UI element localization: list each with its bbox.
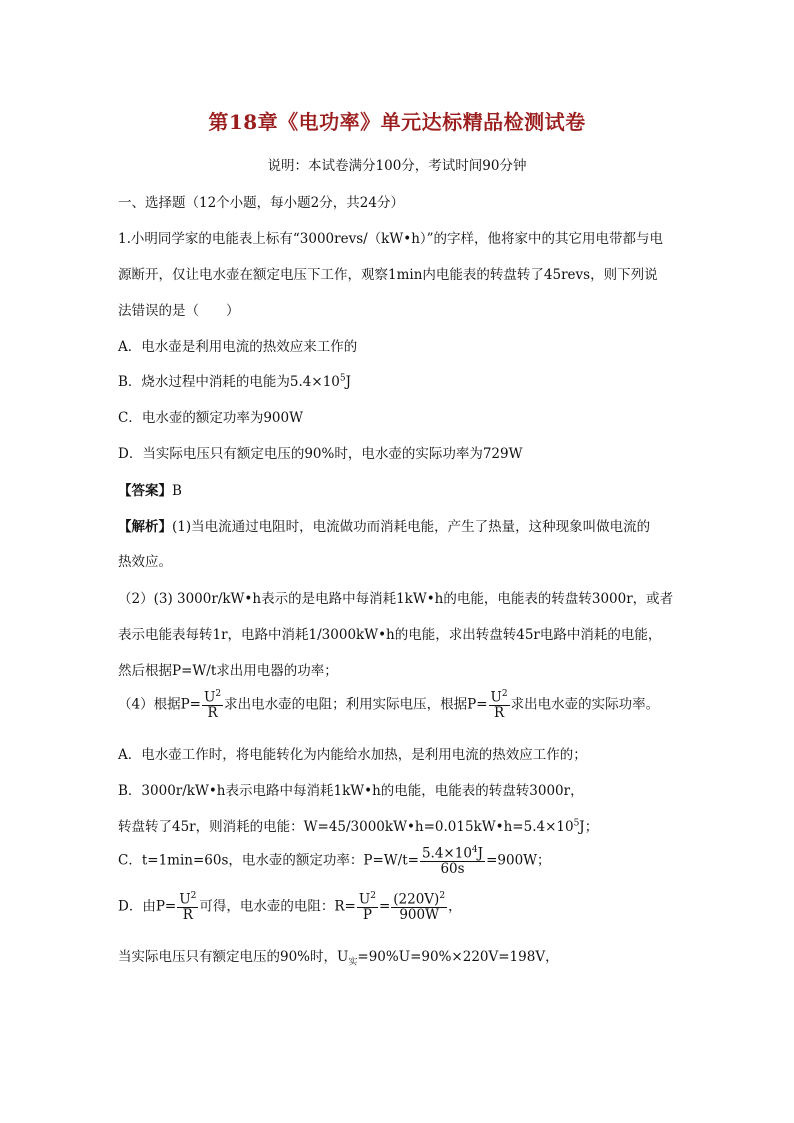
analysis-line-10 [118,846,551,876]
resistance-fraction-1 [357,892,378,922]
power-fraction-3 [177,892,198,922]
resistance-text-b: 可得，电水壶的电阻：R= [199,898,356,915]
power-fraction-2 [489,690,510,720]
power-result: =900W； [486,852,551,869]
fraction-numerator: U [490,689,502,706]
option-d: D．当实际电压只有额定电压的90%时，电水壶的实际功率为729W [118,446,523,462]
formula-text-b: 求出电水壶的电阻；利用实际电压，根据P= [224,696,488,713]
resistance-text-a: D．由P= [118,898,177,915]
fraction-denominator: P [362,906,372,923]
fraction-denominator: 60s [440,860,465,877]
option-c: C．电水壶的额定功率为900W [118,410,303,426]
answer-line [118,479,182,499]
formula-text-a: （4）根据P= [118,696,201,713]
fraction-denominator: 900W [399,906,439,923]
analysis-line-5: 然后根据P=W/t求出用电器的功率； [118,663,338,679]
fraction-numerator: (220V) [393,891,440,908]
analysis-text: (1)当电流通过电阻时，电流做功而消耗电能，产生了热量，这种现象叫做电流的 [172,519,651,535]
fraction-exponent: 4 [471,845,478,855]
fraction-exponent: 2 [190,891,197,901]
fraction-denominator: R [207,704,218,721]
question-stem-line-2: 源断开，仅让电水壶在额定电压下工作，观察1min内电能表的转盘转了45revs，则下列说 [118,267,658,283]
formula-text-c: 求出电水壶的实际功率。 [510,696,660,713]
question-stem-line-1: 1.小明同学家的电能表上标有“3000revs/（kW•h）”的字样，他将家中的其它用电带都与电 [118,231,664,247]
fraction-numerator: U [358,891,371,908]
analysis-line-12 [118,945,559,968]
fraction-numerator: U [179,891,191,908]
fraction-numerator: 5.4×10 [421,845,472,862]
voltage-result: =90%U=90%×220V=198V， [357,949,559,965]
section-heading: 一、选择题（12个小题，每小题2分，共24分） [118,195,404,211]
fraction-denominator: R [182,906,193,923]
voltage-text: 当实际电压只有额定电压的90%时，U [118,949,349,965]
fraction-exponent: 2 [439,891,446,901]
analysis-line-3: （2）(3) 3000r/kW•h表示的是电路中每消耗1kW•h的电能，电能表的转盘转3000r，或者 [118,591,674,607]
answer-label: 【答案】 [118,483,172,499]
question-stem-line-3: 法错误的是（ ） [118,303,240,319]
option-b [118,370,351,390]
analysis-line-11 [118,892,462,922]
fraction-exponent: 2 [215,689,222,699]
equals-sign: = [378,898,391,915]
analysis-line-4: 表示电能表每转1r，电路中消耗1/3000kW•h的电能，求出转盘转45r电路中消耗的电能， [118,627,662,643]
analysis-label: 【解析】 [118,519,172,535]
fraction-exponent: 2 [501,689,508,699]
option-b-text: B．烧水过程中消耗的电能为5.4×10 [118,374,340,390]
voltage-subscript: 实 [348,957,358,968]
page-title: 第18章《电功率》单元达标精品检测试卷 [208,110,586,134]
power-fraction [420,846,485,876]
analysis-line-6 [118,690,659,720]
power-text: C．t=1min=60s，电水壶的额定功率：P=W/t= [118,852,419,869]
energy-exponent: 5 [573,818,580,829]
power-fraction-1 [202,690,223,720]
fraction-denominator: R [493,704,505,721]
resistance-fraction-2 [391,892,447,922]
option-a: A．电水壶是利用电流的热效应来工作的 [118,339,358,355]
analysis-line-2: 热效应。 [118,554,172,570]
energy-text: 转盘转了45r，则消耗的电能：W=45/3000kW•h=0.015kW•h=5.4×10 [118,819,574,835]
answer-value: B [172,483,182,499]
exam-instructions: 说明：本试卷满分100分，考试时间90分钟 [267,158,527,174]
fraction-unit: J [477,845,484,862]
analysis-line-7: A．电水壶工作时，将电能转化为内能给水加热，是利用电流的热效应工作的； [118,747,587,763]
analysis-line-9 [118,815,598,835]
option-b-exponent: 5 [339,373,346,384]
energy-unit: J； [579,819,599,835]
option-b-unit: J [345,374,352,390]
analysis-line-1 [118,515,650,535]
resistance-end: ， [448,898,462,915]
fraction-numerator: U [203,689,216,706]
analysis-line-8: B．3000r/kW•h表示电路中每消耗1kW•h的电能，电能表的转盘转3000r， [118,783,584,799]
fraction-exponent: 2 [370,891,376,901]
